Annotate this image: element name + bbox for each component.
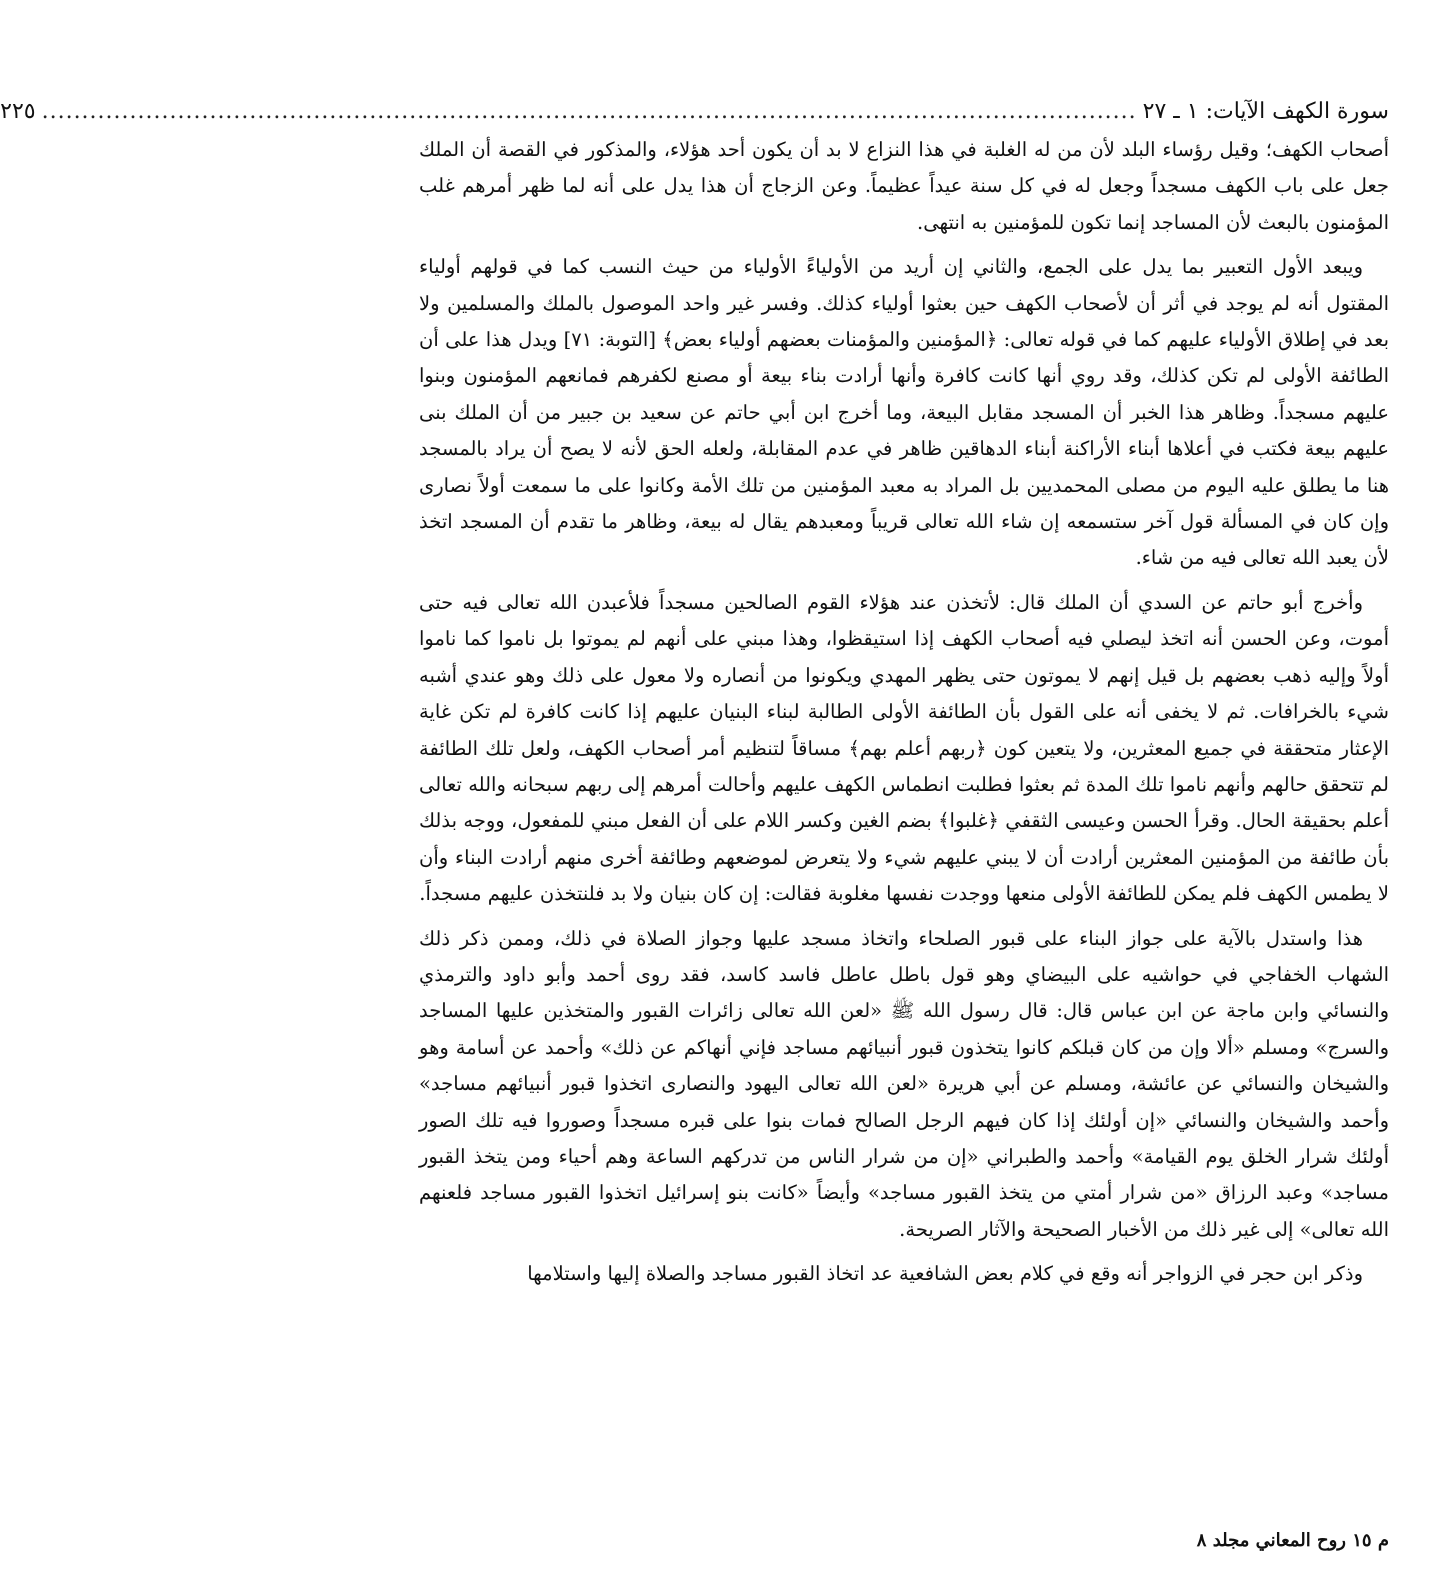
- printer-signature: م ١٥ روح المعاني مجلد ٨: [1196, 1530, 1389, 1551]
- main-text: [419, 132, 1389, 1293]
- paragraph-5: وذكر ابن حجر في الزواجر أنه وقع في كلام بعض الشافعية عد اتخاذ القبور مساجد والصلاة إليها واستلامها: [527, 1262, 1363, 1286]
- paragraph-3: وأخرج أبو حاتم عن السدي أن الملك قال: لأتخذن عند هؤلاء القوم الصالحين مسجداً فلأعبدن الله تعالى فيه حتى أموت، وعن الحسن أنه اتخذ ليصلي فيه أصحاب الكهف إذا استيقظوا، وهذا مبني على أنهم لم يموتوا بل ناموا كما ناموا أولاً وإليه ذهب بعضهم بل قيل إنهم لا يموتون حتى يظهر المهدي ويكونوا من أنصاره ولا معول على ذلك وهو عندي أشبه شيء بالخرافات. ثم لا يخفى أنه على القول بأن الطائفة الأولى الطالبة لبناء البنيان عليهم إذا كانت كافرة لم تكن غاية الإعثار متحققة في جميع المعثرين، ولا يتعين كون ﴿ربهم أعلم بهم﴾ مساقاً لتنظيم أمر أصحاب الكهف، ولعل تلك الطائفة لم تتحقق حالهم وأنهم ناموا تلك المدة ثم بعثوا فطلبت انطماس الكهف عليهم وأحالت أمرهم إلى ربهم سبحانه والله تعالى أعلم بحقيقة الحال. وقرأ الحسن وعيسى الثقفي ﴿غلبوا﴾ بضم الغين وكسر اللام على أن الفعل مبني للمفعول، ووجه بذلك بأن طائفة من المؤمنين المعثرين أرادت أن لا يبني عليهم شيء ولا يتعرض لموضعهم وطائفة أخرى منهم أرادت البناء وأن لا يطمس الكهف فلم يمكن للطائفة الأولى منعها ووجدت نفسها مغلوبة فقالت: إن كان بنيان ولا بد فلنتخذن عليهم مسجداً.: [419, 590, 1389, 906]
- chapter-title: سورة الكهف الآيات: ١ ـ ٢٧: [1142, 99, 1389, 124]
- book-page: [0, 92, 1390, 1562]
- paragraph-4: هذا واستدل بالآية على جواز البناء على قبور الصلحاء واتخاذ مسجد عليها وجواز الصلاة في ذلك، وممن ذكر ذلك الشهاب الخفاجي في حواشيه على البيضاي وهو قول باطل عاطل فاسد كاسد، فقد روى أحمد وأبو داود والترمذي والنسائي وابن ماجة عن ابن عباس قال: قال رسول الله ﷺ «لعن الله تعالى زائرات القبور والمتخذين عليها المساجد والسرج» ومسلم «ألا وإن من كان قبلكم كانوا يتخذون قبور أنبيائهم مساجد فإني أنهاكم عن ذلك» وأحمد عن أسامة وهو والشيخان والنسائي عن عائشة، ومسلم عن أبي هريرة «لعن الله تعالى اليهود والنصارى اتخذوا قبور أنبيائهم مساجد» وأحمد والشيخان والنسائي «إن أولئك إذا كان فيهم الرجل الصالح فمات بنوا على قبره مسجداً وصوروا فيه تلك الصور أولئك شرار الخلق يوم القيامة» وأحمد والطبراني «إن من شرار الناس من تدركهم الساعة وهم أحياء ومن يتخذ القبور مساجد» وعبد الرزاق «من شرار أمتي من يتخذ القبور مساجد» وأيضاً «كانت بنو إسرائيل اتخذوا القبور مساجد فلعنهم الله تعالى» إلى غير ذلك من الأخبار الصحيحة والآثار الصريحة.: [419, 926, 1389, 1241]
- paragraph-1: أصحاب الكهف؛ وقيل رؤساء البلد لأن من له الغلبة في هذا النزاع لا بد أن يكون أحد هؤلاء، والمذكور في القصة أن الملك جعل على باب الكهف مسجداً وجعل له في كل سنة عيداً عظيماً. وعن الزجاج أن هذا يدل على أنه لما ظهر أمرهم غلب المؤمنون بالبعث لأن المساجد إنما تكون للمؤمنين به انتهى.: [419, 138, 1389, 234]
- dot-leader: .........................................................................................................................................: [41, 99, 1137, 124]
- page-number: ٢٢٥: [0, 99, 36, 124]
- paragraph-2: ويبعد الأول التعبير بما يدل على الجمع، والثاني إن أريد من الأولياءً الأولياء من حيث النسب كما في قولهم أولياء المقتول أنه لم يوجد في أثر أن لأصحاب الكهف حين بعثوا أولياء كذلك. وفسر غير واحد الموصول بالملك والمسلمين ولا بعد في إطلاق الأولياء عليهم كما في قوله تعالى: ﴿المؤمنين والمؤمنات بعضهم أولياء بعض﴾ [التوبة: ٧١] ويدل هذا على أن الطائفة الأولى لم تكن كذلك، وقد روي أنها كانت كافرة وأنها أرادت بناء بيعة أو مصنع لكفرهم فمانعهم المؤمنون وبنوا عليهم مسجداً. وظاهر هذا الخبر أن المسجد مقابل البيعة، وما أخرج ابن أبي حاتم عن سعيد بن جبير من أن الملك بنى عليهم بيعة فكتب في أعلاها أبناء الأراكنة أبناء الدهاقين ظاهر في عدم المقابلة، ولعله الحق لأنه لا يصح أن يراد بالمسجد هنا ما يطلق عليه اليوم من مصلى المحمديين بل المراد به معبد المؤمنين من تلك الأمة وكانوا على ما سمعت أولاً نصارى وإن كان في المسألة قول آخر ستسمعه إن شاء الله تعالى قريباً ومعبدهم يقال له بيعة، وظاهر ما تقدم أن المسجد اتخذ لأن يعبد الله تعالى فيه من شاء.: [419, 255, 1390, 570]
- running-header: [0, 92, 1389, 132]
